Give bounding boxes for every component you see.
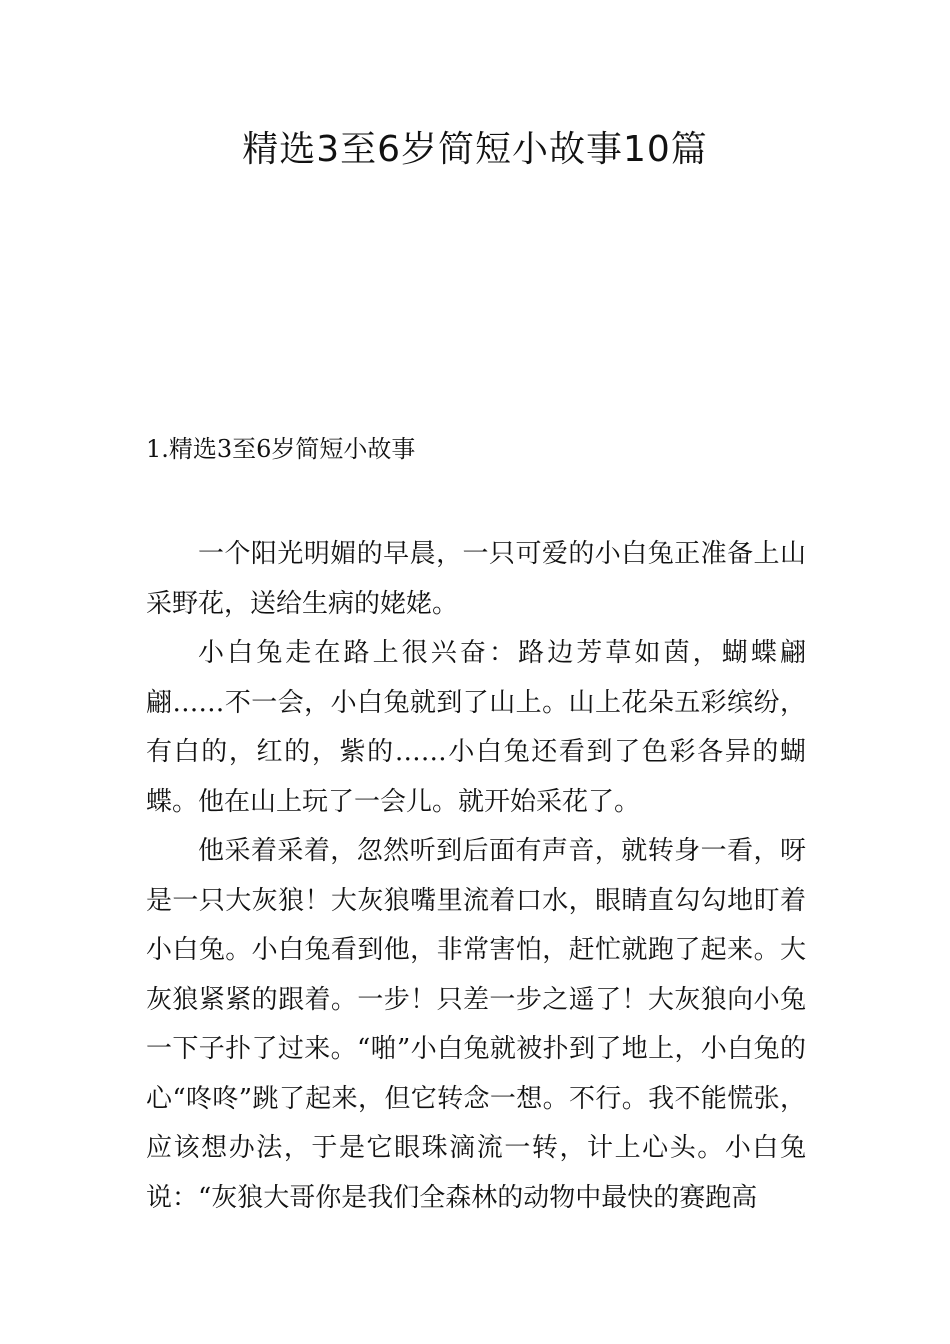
section-heading: 1.精选3至6岁简短小故事 bbox=[146, 435, 416, 463]
story-paragraph: 小白兔走在路上很兴奋：路边芳草如茵，蝴蝶翩翩……不一会，小白兔就到了山上。山上花朵五彩缤纷，有白的，红的，紫的……小白兔还看到了色彩各异的蝴蝶。他在山上玩了一会儿。就开始采花了。 bbox=[146, 638, 806, 817]
document-title: 精选3至6岁简短小故事10篇 bbox=[242, 129, 708, 170]
story-paragraph: 他采着采着，忽然听到后面有声音，就转身一看，呀是一只大灰狼！大灰狼嘴里流着口水，眼睛直勾勾地盯着小白兔。小白兔看到他，非常害怕，赶忙就跑了起来。大灰狼紧紧的跟着。一步！只差一步之遥了！大灰狼向小兔一下子扑了过来。“啪”小白兔就被扑到了地上，小白兔的心“咚咚”跳了起来，但它转念一想。不行。我不能慌张，应该想办法，于是它眼珠滴流一转，计上心头。小白兔说：“灰狼大哥你是我们全森林的动物中最快的赛跑高 bbox=[146, 836, 806, 1213]
story-paragraph: 一个阳光明媚的早晨，一只可爱的小白兔正准备上山采野花，送给生病的姥姥。 bbox=[146, 539, 806, 619]
story-body bbox=[146, 530, 806, 1223]
